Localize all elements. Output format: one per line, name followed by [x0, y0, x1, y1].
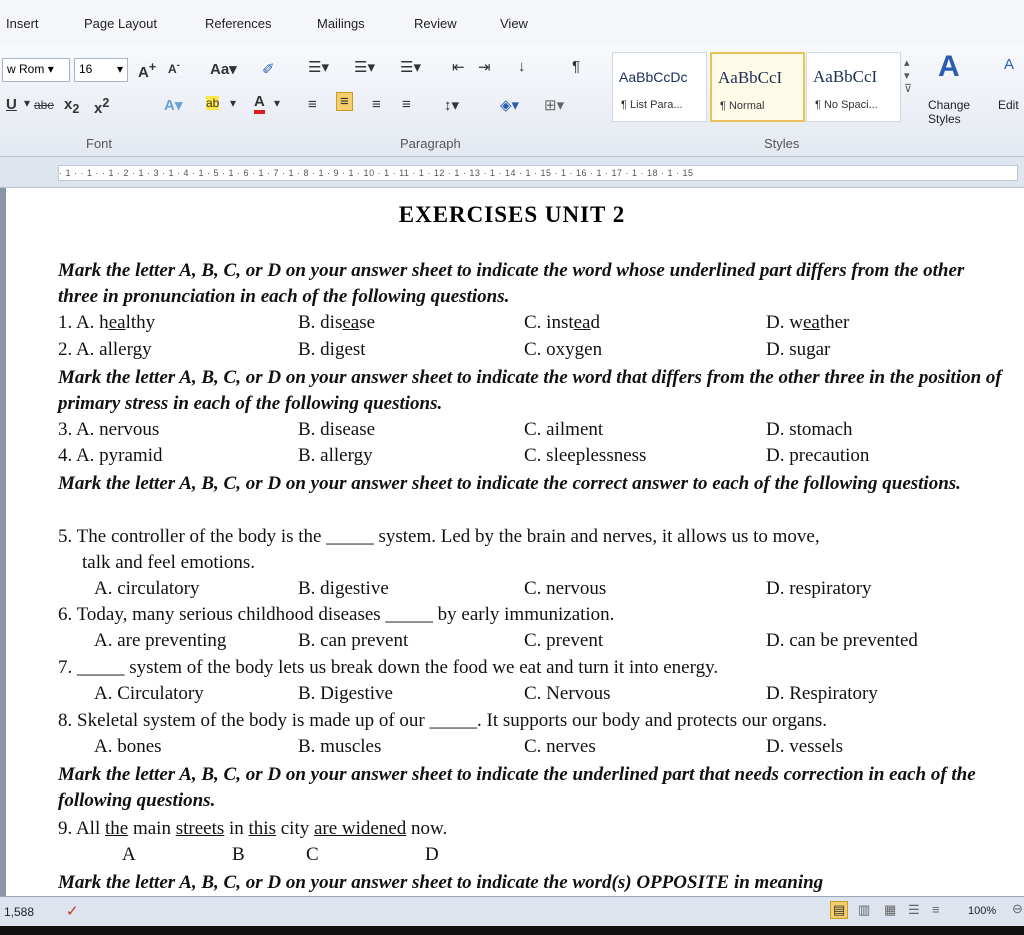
proofing-icon[interactable]: ✓: [66, 903, 79, 920]
line-spacing-icon[interactable]: ↕▾: [444, 97, 460, 114]
question-stem: 9. All the main streets in this city are widened now.: [58, 818, 448, 839]
option: C. prevent: [524, 630, 604, 651]
tab-page-layout[interactable]: Page Layout: [84, 16, 158, 31]
full-screen-reading-icon[interactable]: ▥: [858, 902, 871, 917]
align-center-icon[interactable]: ≡: [336, 92, 353, 111]
question-stem: 5. The controller of the body is the _____ system. Led by the brain and nerves, it allows us to move,: [58, 526, 820, 547]
style-no-spacing[interactable]: [806, 52, 901, 122]
outline-icon[interactable]: ☰: [908, 902, 920, 917]
style-name: ¶ List Para...: [621, 99, 683, 111]
style-sample: AaBbCcI: [813, 67, 878, 86]
decrease-indent-icon[interactable]: ⇤: [452, 59, 465, 76]
option: B. Digestive: [298, 683, 393, 704]
web-layout-icon[interactable]: ▦: [884, 902, 897, 917]
font-group-label: Font: [86, 136, 113, 151]
change-case-icon[interactable]: Aa▾: [210, 61, 237, 78]
option: B. can prevent: [298, 630, 409, 651]
draft-icon[interactable]: ≡: [932, 902, 940, 917]
pilcrow-icon[interactable]: ¶: [572, 58, 581, 75]
styles-group-label: Styles: [764, 136, 800, 151]
option: C. nervous: [524, 578, 607, 599]
align-right-icon[interactable]: ≡: [372, 96, 381, 113]
change-styles-icon[interactable]: A: [938, 50, 960, 83]
tab-review[interactable]: Review: [414, 16, 457, 31]
option: A. are preventing: [94, 630, 227, 651]
style-name: ¶ No Spaci...: [815, 99, 878, 111]
justify-icon[interactable]: ≡: [402, 96, 411, 113]
document-page[interactable]: [0, 188, 1024, 896]
underline-letter: A: [122, 844, 136, 865]
option: B. allergy: [298, 445, 373, 466]
option: 2. A. allergy: [58, 339, 152, 360]
clear-formatting-icon[interactable]: ✐: [262, 61, 275, 78]
option: D. precaution: [766, 445, 870, 466]
option: C. nerves: [524, 736, 596, 757]
ribbon-tabs: [0, 0, 1024, 46]
change-styles-button[interactable]: Change Styles: [928, 98, 971, 126]
tab-mailings[interactable]: Mailings: [317, 16, 365, 31]
instruction: Mark the letter A, B, C, or D on your answer sheet to indicate the word whose underlined part differs from the other three in pronunciation in each of the following questions.: [58, 260, 965, 307]
ruler[interactable]: [0, 157, 1024, 188]
option: B. disease: [298, 419, 376, 440]
instruction: Mark the letter A, B, C, or D on your answer sheet to indicate the word(s) OPPOSITE in meaning: [58, 872, 824, 893]
option: A. Circulatory: [94, 683, 204, 704]
editing-button[interactable]: Edit: [998, 98, 1019, 112]
shrink-font-icon[interactable]: A-: [168, 60, 181, 76]
option: D. sugar: [766, 339, 831, 360]
option: C. ailment: [524, 419, 604, 440]
style-name: ¶ Normal: [720, 100, 765, 112]
numbering-icon[interactable]: ☰▾: [354, 59, 375, 76]
screen-border: [0, 926, 1024, 935]
chevron-down-icon[interactable]: ▾: [47, 62, 54, 76]
chevron-down-icon[interactable]: ▾: [116, 62, 123, 76]
zoom-level[interactable]: 100%: [968, 905, 997, 917]
question-stem: talk and feel emotions.: [82, 552, 256, 573]
option: D. can be prevented: [766, 630, 918, 651]
superscript-icon[interactable]: $x^2$: [94, 96, 110, 117]
strikethrough-icon[interactable]: abe: [34, 98, 55, 112]
word-count[interactable]: 1,588: [4, 905, 35, 919]
instruction: Mark the letter A, B, C, or D on your answer sheet to indicate the underlined part that needs correction in each of the following questions.: [58, 764, 976, 811]
font-name-combo[interactable]: [2, 58, 70, 82]
document-title: EXERCISES UNIT 2: [398, 202, 626, 227]
chevron-down-icon[interactable]: ▾: [274, 96, 281, 110]
font-name-value: w Rom: [7, 62, 45, 76]
option: D. stomach: [766, 419, 853, 440]
underline-letter: D: [425, 844, 439, 865]
subscript-icon[interactable]: $x_2$: [64, 96, 80, 116]
underline-letter: B: [232, 844, 245, 865]
zoom-out-icon[interactable]: ⊖: [1012, 901, 1023, 916]
tab-insert[interactable]: Insert: [6, 16, 39, 31]
option: 4. A. pyramid: [58, 445, 163, 466]
underline-icon[interactable]: U: [6, 96, 17, 113]
multilevel-list-icon[interactable]: ☰▾: [400, 59, 421, 76]
status-bar: [0, 896, 1024, 927]
paragraph-group-label: Paragraph: [400, 136, 461, 151]
option: B. digest: [298, 339, 366, 360]
instruction: Mark the letter A, B, C, or D on your answer sheet to indicate the correct answer to each of the following questions.: [58, 473, 961, 494]
option: C. Nervous: [524, 683, 611, 704]
print-layout-icon[interactable]: ▤: [830, 901, 848, 919]
option: A. circulatory: [94, 578, 200, 599]
underline-letter: C: [306, 844, 319, 865]
option: D. Respiratory: [766, 683, 878, 704]
sort-icon[interactable]: ↓: [518, 58, 526, 75]
style-sample: AaBbCcDc: [619, 69, 688, 85]
grow-font-icon[interactable]: A+: [138, 60, 157, 81]
style-normal[interactable]: [710, 52, 805, 122]
question-stem: 8. Skeletal system of the body is made up of our _____. It supports our body and protects our organs.: [58, 710, 828, 731]
question-stem: 7. _____ system of the body lets us break down the food we eat and turn it into energy.: [58, 657, 719, 678]
text-effects-icon[interactable]: A▾: [164, 97, 183, 114]
option: B. digestive: [298, 578, 389, 599]
font-size-value: 16: [79, 62, 93, 76]
highlight-icon[interactable]: ab: [206, 96, 220, 110]
ribbon: [0, 46, 1024, 157]
option: A. bones: [94, 736, 162, 757]
option: B. muscles: [298, 736, 382, 757]
instruction: Mark the letter A, B, C, or D on your answer sheet to indicate the word that differs from the other three in the position of primary stress in each of the following questions.: [58, 367, 1002, 414]
option: 3. A. nervous: [58, 419, 160, 440]
option: D. weather: [766, 312, 850, 333]
option: 1. A. healthy: [58, 312, 156, 333]
shading-icon[interactable]: ◈▾: [500, 97, 520, 114]
option: B. disease: [298, 312, 376, 333]
increase-indent-icon[interactable]: ⇥: [478, 59, 491, 76]
borders-icon[interactable]: ⊞▾: [544, 97, 565, 114]
chevron-down-icon[interactable]: ▾: [24, 96, 31, 110]
tab-view[interactable]: View: [500, 16, 528, 31]
bullets-icon[interactable]: ☰▾: [308, 59, 329, 76]
font-color-icon[interactable]: A: [254, 94, 265, 114]
font-size-combo[interactable]: [74, 58, 128, 82]
ruler-marks: · 1 · · 1 · · 1 · 2 · 1 · 3 · 1 · 4 · 1 · 5 · 1 · 6 · 1 · 7 · 1 · 8 · 1 · 9 · 1 · 10 · 1 · 11 · 1 · 12 · 1 · 13 · 1 · 14 · 1 · 15 · 1 · 16 · 1 · 17 · 1 · 18 · 1 · 15: [58, 165, 1018, 181]
option: C. oxygen: [524, 339, 603, 360]
question-stem: 6. Today, many serious childhood diseases _____ by early immunization.: [58, 604, 615, 625]
style-sample: AaBbCcI: [718, 68, 783, 87]
option: D. respiratory: [766, 578, 872, 599]
option: C. sleeplessness: [524, 445, 647, 466]
styles-scroll-icon[interactable]: ▴ ▾ ⊽: [904, 57, 913, 95]
chevron-down-icon[interactable]: ▾: [230, 96, 237, 110]
style-list-paragraph[interactable]: [612, 52, 707, 122]
find-icon[interactable]: A: [1004, 56, 1015, 73]
option: D. vessels: [766, 736, 844, 757]
align-left-icon[interactable]: ≡: [308, 96, 317, 113]
page-edge: [0, 188, 6, 896]
tab-references[interactable]: References: [205, 16, 272, 31]
option: C. instead: [524, 312, 600, 333]
